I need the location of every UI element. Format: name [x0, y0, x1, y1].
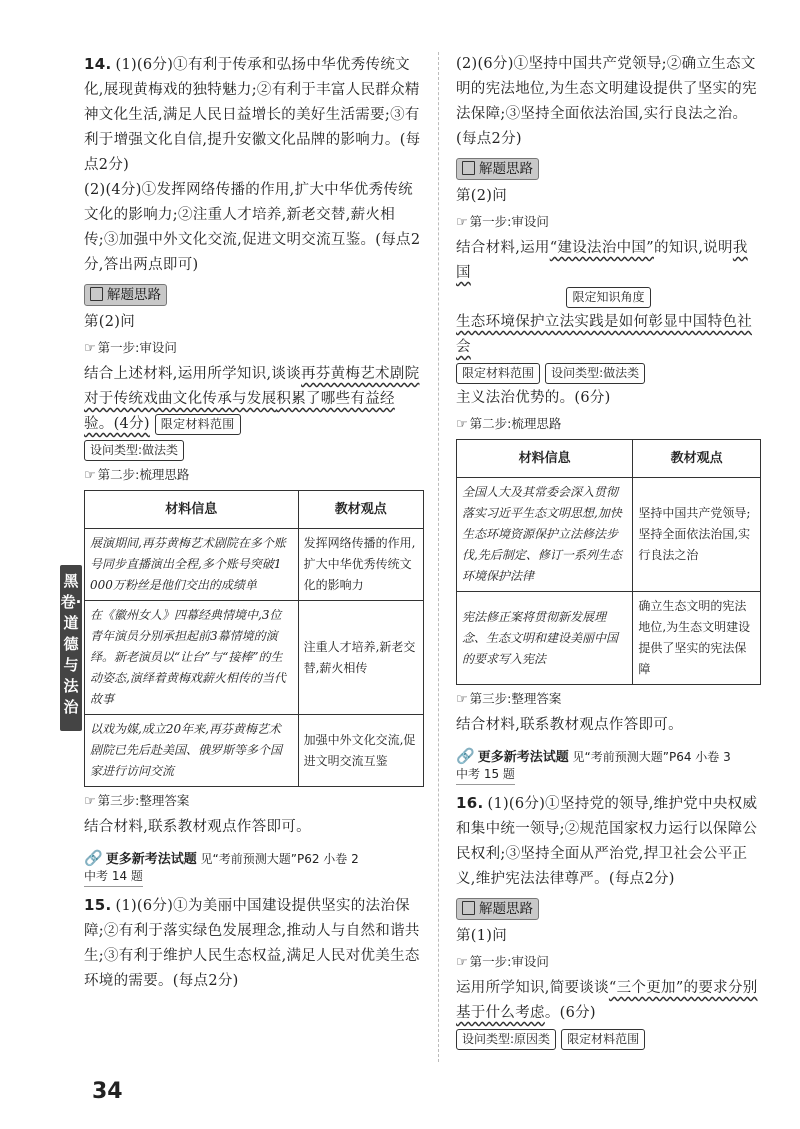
- q15-more-link[interactable]: 🔗 更多新考法试题 见“考前预测大题”P64 小卷 3 中考 15 题: [456, 746, 761, 785]
- q14-tag-material-scope: 限定材料范围: [155, 414, 241, 435]
- q16-tag-material-scope: 限定材料范围: [561, 1029, 645, 1050]
- pointing-hand-icon: ☞: [456, 692, 468, 707]
- q15-step2: ☞ 第二步:梳理思路: [456, 416, 562, 432]
- q16-step1-question: 运用所学知识,简要谈谈“三个更加”的要求分别基于什么考虑。(6分): [456, 980, 758, 1021]
- table-cell: 确立生态文明的宪法地位,为生态文明建设提供了坚实的宪法保障: [633, 592, 761, 685]
- q15-tag-knowledge-scope: 限定知识角度: [566, 287, 650, 308]
- q14-answer-hint: 结合材料,联系教材观点作答即可。: [84, 819, 311, 835]
- q15-th-material: 材料信息: [457, 440, 633, 478]
- q15-step1: ☞ 第一步:审设问: [456, 214, 549, 230]
- q14-number: 14.: [84, 55, 112, 73]
- q14-analysis-heading: 解题思路: [84, 284, 167, 306]
- q15-step3: ☞ 第三步:整理答案: [456, 691, 562, 707]
- q14-part2: (2)(4分)①发挥网络传播的作用,扩大中华优秀传统文化的影响力;②注重人才培养,新老交替,薪火相传;③加强中外文化交流,促进文明交流互鉴。(每点2分,答出两点即可): [84, 182, 421, 273]
- table-row: [457, 592, 761, 685]
- link-icon: 🔗: [84, 849, 103, 867]
- q15-subquestion: 第(2)问: [456, 188, 508, 204]
- q14-step2: ☞ 第二步:梳理思路: [84, 467, 190, 483]
- q15-part2: (2)(6分)①坚持中国共产党领导;②确立生态文明的宪法地位,为生态文明建设提供了坚实的宪法保障;③坚持全面依法治国,实行良法之治。(每点2分): [456, 56, 757, 147]
- notebook-icon: [90, 287, 103, 301]
- q14-subquestion: 第(2)问: [84, 314, 136, 330]
- pointing-hand-icon: ☞: [456, 955, 468, 970]
- q15-table: [456, 439, 761, 685]
- q14-table: [84, 490, 424, 787]
- page-number: 34: [92, 1079, 123, 1104]
- q14-step1: ☞ 第一步:审设问: [84, 340, 177, 356]
- notebook-icon: [462, 161, 475, 175]
- table-cell: 展演期间,再芬黄梅艺术剧院在多个账号同步直播演出全程,多个账号突破1 000万粉丝是他们交出的成绩单: [85, 529, 299, 601]
- table-row: [85, 601, 424, 715]
- table-cell: 宪法修正案将贯彻新发展理念、生态文明和建设美丽中国的要求写入宪法: [457, 592, 633, 685]
- side-tab: 黑卷·道德与法治: [60, 565, 82, 731]
- notebook-icon: [462, 901, 475, 915]
- q16-tag-question-type: 设问类型:原因类: [456, 1029, 556, 1050]
- q16-subquestion: 第(1)问: [456, 928, 508, 944]
- table-cell: 在《徽州女人》四幕经典情境中,3位青年演员分别承担起前3幕情境的演绎。新老演员以“让台”与“接棒”的生动姿态,演绎着黄梅戏薪火相传的当代故事: [85, 601, 299, 715]
- q15-tag-material-scope: 限定材料范围: [456, 363, 540, 384]
- table-cell: 加强中外文化交流,促进文明交流互鉴: [298, 715, 423, 787]
- pointing-hand-icon: ☞: [456, 417, 468, 432]
- q14-tag-question-type: 设问类型:做法类: [84, 440, 184, 461]
- table-row: [85, 715, 424, 787]
- q14-step1-question: 结合上述材料,运用所学知识,谈谈再芬黄梅艺术剧院对于传统戏曲文化传承与发展积累了哪些有益经验。(4分) 限定材料范围: [84, 362, 424, 437]
- q14-more-link[interactable]: 🔗 更多新考法试题 见“考前预测大题”P62 小卷 2 中考 14 题: [84, 848, 424, 887]
- q15-step1-question-end: 主义法治优势的。(6分): [456, 390, 611, 406]
- q14-underlined-ask: 积累了哪些有益经验。(4分): [84, 391, 395, 432]
- q15-step1-question: 结合材料,运用“建设法治中国”的知识,说明我国: [456, 240, 748, 281]
- left-column: [84, 52, 424, 994]
- column-divider: [438, 52, 439, 1062]
- table-cell: 全国人大及其常委会深入贯彻落实习近平生态文明思想,加快生态环境资源保护立法修法步伐,先后制定、修订一系列生态环境保护法律: [457, 478, 633, 592]
- table-cell: 注重人才培养,新老交替,薪火相传: [298, 601, 423, 715]
- q14-part1-text: (1)(6分)①有利于传承和弘扬中华优秀传统文化,展现黄梅戏的独特魅力;②有利于丰富人民群众精神文化生活,满足人民日益增长的美好生活需要;③有利于增强文化自信,提升安徽文化品牌的影响力。(每点2分): [84, 57, 421, 173]
- table-cell: 坚持中国共产党领导;坚持全面依法治国,实行良法之治: [633, 478, 761, 592]
- q14-th-viewpoint: 教材观点: [298, 491, 423, 529]
- q15-answer-hint: 结合材料,联系教材观点作答即可。: [456, 717, 683, 733]
- q16-analysis-heading: 解题思路: [456, 898, 539, 920]
- q16-number: 16.: [456, 794, 484, 812]
- q14-part1: [84, 52, 424, 178]
- link-icon: 🔗: [456, 747, 475, 765]
- pointing-hand-icon: ☞: [456, 215, 468, 230]
- q14-th-material: 材料信息: [85, 491, 299, 529]
- q16-part1: 16. (1)(6分)①坚持党的领导,维护党中央权威和集中统一领导;②规范国家权力运行以保障公民权利;③坚持全面从严治党,捍卫社会公平正义,维护宪法法律尊严。(每点2分): [456, 794, 758, 887]
- q15-part1: 15. (1)(6分)①为美丽中国建设提供坚实的法治保障;②有利于落实绿色发展理念,推动人与自然和谐共生;③有利于维护人民生态权益,满足人民对优美生态环境的需要。(每点2分): [84, 896, 420, 989]
- pointing-hand-icon: ☞: [84, 468, 96, 483]
- table-row: [85, 529, 424, 601]
- pointing-hand-icon: ☞: [84, 794, 96, 809]
- q15-number: 15.: [84, 896, 112, 914]
- q16-step1: ☞ 第一步:审设问: [456, 954, 549, 970]
- right-column: [456, 52, 761, 1052]
- q15-analysis-heading: 解题思路: [456, 158, 539, 180]
- q15-tag-question-type: 设问类型:做法类: [545, 363, 645, 384]
- table-cell: 以戏为媒,成立20年来,再芬黄梅艺术剧院已先后赴美国、俄罗斯等多个国家进行访问交流: [85, 715, 299, 787]
- q15-step1-question-cont: 生态环境保护立法实践是如何彰显中国特色社会: [456, 314, 752, 355]
- table-cell: 发挥网络传播的作用,扩大中华优秀传统文化的影响力: [298, 529, 423, 601]
- pointing-hand-icon: ☞: [84, 341, 96, 356]
- table-row: [457, 478, 761, 592]
- q15-th-viewpoint: 教材观点: [633, 440, 761, 478]
- q14-step3: ☞ 第三步:整理答案: [84, 793, 190, 809]
- q14-underlined-scope: 再芬黄梅艺术剧院对于传统戏曲文化传承与发展: [84, 366, 420, 407]
